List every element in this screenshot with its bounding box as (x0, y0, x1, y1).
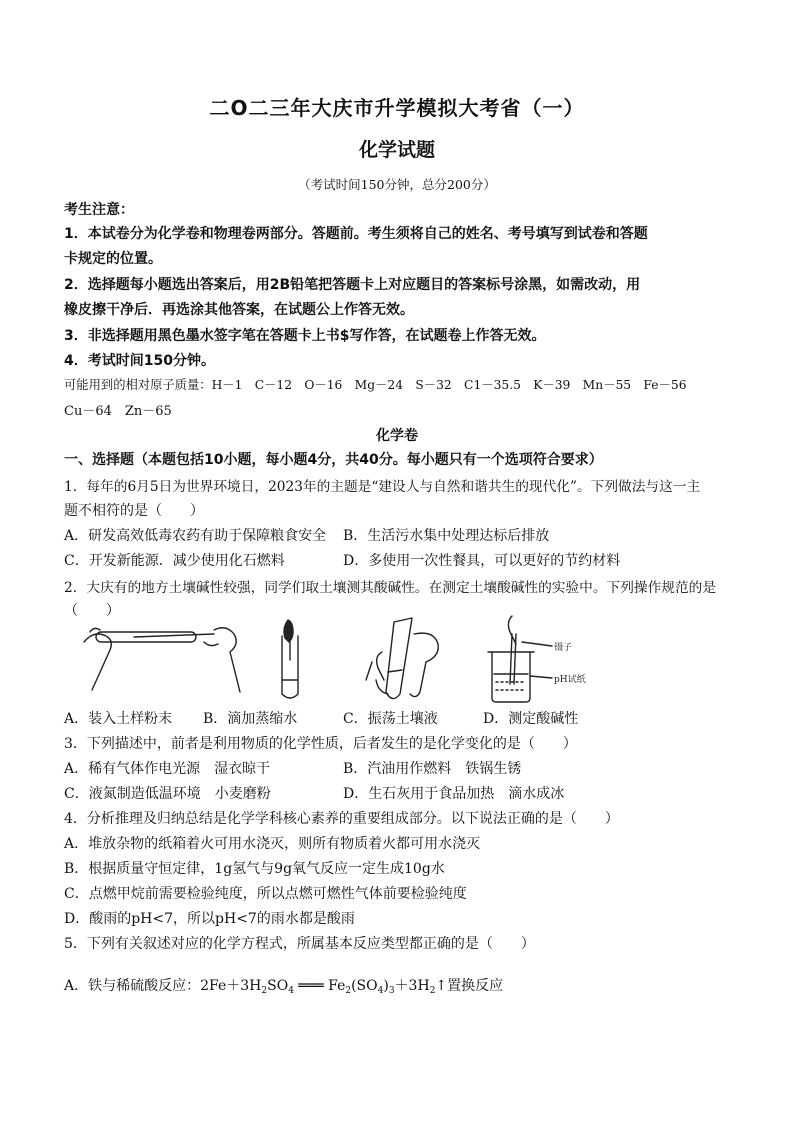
q1-stem-cont: 题不相符的是（ ） (64, 503, 204, 519)
notice-item-3: 3．非选择题用黑色墨水签字笔在答题卡上书$写作答，在试题卷上作答无效。 (64, 328, 546, 344)
figure-d-beaker-icon (488, 616, 552, 702)
fig-label-ph-paper: pH试纸 (554, 675, 586, 685)
figure-b-dropper-icon (282, 620, 298, 698)
q2-option-d: D．测定酸碱性 (483, 711, 579, 727)
q1-stem: 1．每年的6月5日为世界环境日，2023年的主题是“建设人与自然和谐共生的现代化”。下列做法与这一主 (64, 479, 701, 495)
notice-heading: 考生注意： (64, 202, 134, 218)
q5-stem: 5．下列有关叙述对应的化学方程式，所属基本反应类型都正确的是（ ） (64, 936, 535, 952)
notice-item-4: 4．考试时间150分钟。 (64, 353, 215, 369)
q2-stem-cont: （ ） (64, 603, 120, 619)
exam-subtitle: 化学试题 (358, 139, 435, 161)
notice-item-2: 2．选择题每小题选出答案后，用2B铅笔把答题卡上对应题目的答案标号涂黑，如需改动，用 (64, 277, 641, 293)
q2-option-a: A．装入土样粉末 (64, 711, 173, 727)
q1-option-a: A．研发高效低毒农药有助于保障粮食安全 (64, 528, 327, 544)
time-info: （考试时间150分钟，总分200分） (298, 177, 496, 192)
q5-equation: $2Fe+3H_2SO_4$ ═══ $Fe_2(SO_4)_3+3H_2↑$ (200, 978, 448, 996)
q3-option-a: A．稀有气体作电光源 湿衣晾干 (64, 761, 271, 777)
fig-label-tweezers: 镊子 (554, 643, 573, 653)
q5-option-a-prefix: A．铁与稀硫酸反应： (64, 978, 201, 994)
lab-operations-illustration (64, 612, 744, 707)
atomic-masses: 可能用到的相对原子质量：H－1 C－12 O－16 Mg－24 S－32 C1－35.5 K－39 Mn－55 Fe－56 (64, 378, 687, 392)
q1-option-d: D．多使用一次性餐具，可以更好的节约材料 (343, 553, 621, 569)
q4-stem: 4．分析推理及归纳总结是化学学科核心素养的重要组成部分。以下说法正确的是（ ） (64, 811, 619, 827)
q4-option-c: C．点燃甲烷前需要检验纯度，所以点燃可燃性气体前要检验纯度 (64, 886, 467, 902)
q1-option-b: B．生活污水集中处理达标后排放 (343, 528, 550, 544)
figure-c-shaking-tube-icon (366, 618, 438, 699)
q3-option-d: D．生石灰用于食品加热 滴水成冰 (343, 786, 565, 802)
q4-option-d: D．酸雨的pH<7，所以pH<7的雨水都是酸雨 (64, 911, 355, 927)
q5-option-a (64, 975, 503, 996)
q4-option-a: A．堆放杂物的纸箱着火可用水浇灭，则所有物质着火都可用水浇灭 (64, 836, 481, 852)
notice-item-2-cont: 橡皮擦干净后．再选涂其他答案，在试题公上作答无效。 (64, 302, 414, 318)
figure-a-test-tube-icon (84, 628, 240, 692)
q3-option-c: C．液氮制造低温环境 小麦磨粉 (64, 786, 271, 802)
part1-heading: 一、选择题（本题包括10小题，每小题4分，共40分。每小题只有一个选项符合要求） (64, 452, 603, 468)
q3-stem: 3．下列描述中，前者是利用物质的化学性质，后者发生的是化学变化的是（ ） (64, 736, 577, 752)
q3-option-b: B．汽油用作燃料 铁锅生锈 (343, 761, 522, 777)
exam-title: 二O二三年大庆市升学模拟大考省（一） (209, 96, 585, 120)
notice-item-1-cont: 卡规定的位置。 (64, 251, 162, 267)
q2-figures (64, 612, 744, 707)
q2-option-b: B．滴加蒸缩水 (203, 711, 298, 727)
q1-option-c: C．开发新能源．减少使用化石燃料 (64, 553, 285, 569)
atomic-masses-cont: Cu－64 Zn－65 (64, 404, 172, 419)
q2-stem: 2．大庆有的地方土壤碱性较强，同学们取土壤测其酸碱性。在测定土壤酸碱性的实验中。下列操作规范的是 (64, 580, 717, 596)
q5-option-a-suffix: 置换反应 (447, 978, 504, 994)
q4-option-b: B．根据质量守恒定律，1g氢气与9g氧气反应一定生成10g水 (64, 861, 445, 877)
q2-option-c: C．振荡土壤液 (343, 711, 438, 727)
section-title: 化学卷 (376, 428, 418, 444)
notice-item-1: 1．本试卷分为化学卷和物理卷两部分。答题前。考生须将自己的姓名、考号填写到试卷和答题 (64, 226, 648, 242)
